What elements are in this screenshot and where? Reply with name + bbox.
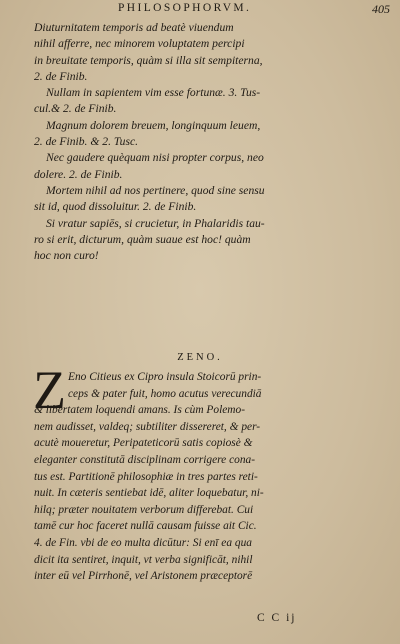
text-line: Eno Citieus ex Cipro insula Stoicorū prin- [68, 371, 262, 383]
text-line: & libertatem loquendi amans. Is cùm Polemo- [34, 404, 246, 417]
text-line: acutè moueretur, Peripateticorū satis copiosè & [34, 437, 253, 450]
text-line: nihil afferre, nec minorem voluptatem percipi [34, 37, 245, 51]
text-line: Magnum dolorem breuem, longinquum leuem, [46, 118, 261, 132]
text-line: nem audisset, valdeq; subtiliter dissereret, & per- [34, 420, 261, 433]
text-line: hilq; præter nouitatem verborum differebat. Cui [34, 503, 254, 516]
page-number: 405 [372, 2, 390, 16]
text-line: cul.& 2. de Finib. [34, 102, 117, 116]
text-line: 2. de Finib. [34, 69, 88, 83]
text-line: 4. de Fin. vbi de eo multa dicūtur: Si enī ea qua [34, 536, 252, 549]
text-line: inter eū vel Pirrhonē, vel Aristonem præceptorē [34, 570, 253, 583]
text-line: dicit ita sentiret, inquit, vt verba significāt, nihil [34, 553, 253, 566]
text-line: ro si erit, dicturum, quàm suaue est hoc! quàm [34, 232, 251, 246]
epicurus-quotes [34, 20, 364, 264]
section-heading: ZENO. [177, 352, 223, 363]
text-line: eleganter constitutā disciplinam corrigere cona- [34, 453, 256, 466]
running-head: PHILOSOPHORVM. [118, 2, 252, 14]
drop-cap: Z [33, 360, 66, 420]
text-line: hoc non curo! [34, 249, 99, 263]
text-line: Mortem nihil ad nos pertinere, quod sine sensu [46, 183, 265, 197]
text-line: Diuturnitatem temporis ad beatè viuendum [34, 21, 234, 34]
text-line: nuit. In cæteris sentiebat idē, aliter loquebatur, ni- [34, 487, 264, 500]
text-line: in breuitate temporis, quàm si illa sit sempiterna, [34, 53, 263, 67]
text-line: 2. de Finib. & 2. Tusc. [34, 135, 139, 149]
zeno-paragraph [33, 360, 370, 585]
text-line: dolere. 2. de Finib. [34, 167, 123, 181]
text-line: tamē cur hoc faceret nullā causam fuisse ait Cic. [34, 520, 257, 533]
text-line: Nullam in sapientem vim esse fortunæ. 3. Tus- [46, 86, 261, 100]
text-line: ceps & pater fuit, homo acutus verecundiā [68, 387, 262, 400]
text-line: Si vratur sapiēs, si crucietur, in Phalaridis tau- [46, 216, 265, 230]
text-line: Nec gaudere quèquam nisi propter corpus, neo [46, 151, 264, 165]
page-header [0, 2, 400, 18]
signature-mark: C C ij [257, 612, 297, 624]
text-line: tus est. Partitionē philosophiæ in tres partes reti- [34, 470, 258, 483]
text-line: sit id, quod dissoluitur. 2. de Finib. [34, 200, 197, 214]
